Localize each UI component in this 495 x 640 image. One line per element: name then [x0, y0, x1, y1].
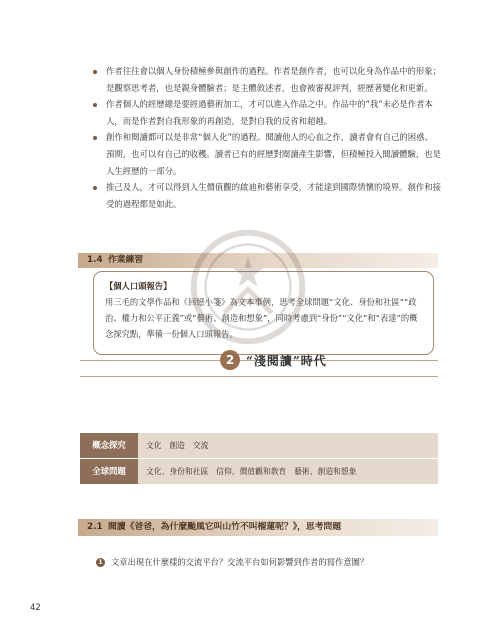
exercise-number: 1.4 [87, 255, 103, 265]
section-rule-bottom [80, 376, 438, 377]
concept-label: 概念探究 [80, 433, 138, 458]
subsection-header [78, 519, 438, 536]
bullet-dot-icon [93, 186, 97, 190]
table-row [80, 458, 438, 484]
bullet-text: 創作和閱讀都可以是非常“個人化”的過程。閱讀他人的心血之作，讀者會有自己的困惑、預期，也可以有自己的收穫。讀者已有的經歷對閱讀產生影響，但積極投入閱讀體驗，也是人生經歷的一部分。 [106, 132, 441, 176]
subsection-number: 2.1 [87, 522, 103, 532]
list-item [93, 129, 441, 179]
global-issue-value: 文化、身份和社區 信仰、價值觀和教育 藝術、創造和想象 [138, 459, 438, 484]
emblem-watermark-icon [189, 228, 307, 346]
section-title: “淺閱讀”時代 [246, 354, 327, 368]
bullet-dot-icon [93, 136, 97, 140]
exercise-title: 作業練習 [108, 255, 144, 265]
exercise-box-text: 用三毛的文學作品和《回憶小箋》為文本事例，思考全球問題“文化、身份和社區”“政治、權力和公平正義”或“藝術、創造和想象”，同時考慮到“身份”“文化”和“表達”的概念探究點，準備一份個人口頭報告。 [105, 297, 418, 339]
section-number-badge: 2 [220, 350, 240, 370]
concept-table [80, 433, 438, 484]
question-number-badge: 1 [96, 558, 105, 567]
table-row [80, 433, 438, 458]
list-item [93, 63, 441, 96]
global-issue-label: 全球問題 [80, 459, 138, 484]
question-item [96, 556, 368, 568]
page-number: 42 [30, 603, 41, 613]
subsection-title: 閱讀《爸爸，為什麼颱風它叫山竹不叫榴蓮呢？》，思考問題 [108, 522, 342, 532]
bullet-text: 推己及人，才可以得到人生價值觀的啟迪和藝術享受，才能達到國際情懷的境界。創作和接受的過程都是如此。 [106, 182, 441, 209]
exercise-box-title: 【個人口頭報告】 [105, 281, 172, 291]
bullet-text: 作者往往會以個人身份積極參與創作的過程。作者是創作者，也可以化身為作品中的形象；是觀察思考者，也是親身體驗者；是主體敘述者，也會被審視評判，經歷著變化和更新。 [106, 66, 441, 93]
bullet-dot-icon [93, 70, 97, 74]
question-text: 文章出現在什麼樣的交流平台？交流平台如何影響到作者的寫作意圖？ [111, 557, 369, 567]
list-item [93, 179, 441, 212]
concept-value: 文化 創造 交流 [138, 433, 438, 458]
bullet-dot-icon [93, 103, 97, 107]
bullet-list [93, 63, 441, 212]
list-item [93, 96, 441, 129]
bullet-text: 作者個人的經歷總是要經過藝術加工，才可以進入作品之中。作品中的“我”未必是作者本人，而是作者對自我形象的再創造，是對自我的反省和超越。 [106, 99, 433, 126]
